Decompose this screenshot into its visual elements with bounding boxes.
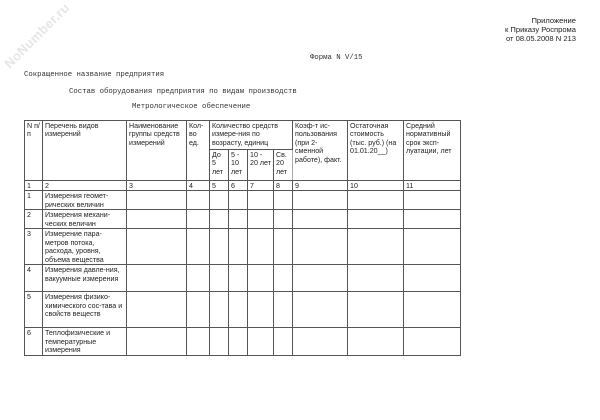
cell-age-over-20[interactable] [274,265,293,292]
row-number: 2 [25,210,43,229]
table-row [25,191,461,210]
cell-instrument-group[interactable] [127,191,187,210]
cell-quantity[interactable] [187,191,210,210]
appendix-line-2: к Приказу Роспрома [504,25,576,34]
cell-age-5-10[interactable] [229,328,248,355]
measurement-type: Измерения геомет-рических величин [43,191,127,210]
cell-usage-coef[interactable] [293,210,348,229]
watermark: NoNumber.ru [1,0,73,72]
cell-instrument-group[interactable] [127,292,187,328]
appendix-note [505,16,576,43]
header-usage-coef: Коэф-т ис-пользования (при 2-сменной работе), факт. [293,121,348,181]
cell-age-over-20[interactable] [274,328,293,355]
appendix-line-3: от 08.05.2008 N 213 [505,34,576,43]
header-age-group: Количество средств измере-ния по возрасту, единиц [210,121,293,150]
cell-usage-coef[interactable] [293,292,348,328]
row-number: 5 [25,292,43,328]
header-measurement-types: Перечень видов измерений [43,121,127,181]
cell-service-life[interactable] [404,210,461,229]
cell-quantity[interactable] [187,229,210,265]
column-number: 4 [187,181,210,191]
header-age-over-20: Св. 20 лет [274,150,293,181]
cell-age-5-10[interactable] [229,191,248,210]
measurement-type: Измерения физико-химического сос-тава и свойств веществ [43,292,127,328]
column-number: 10 [348,181,404,191]
column-number: 2 [43,181,127,191]
cell-quantity[interactable] [187,265,210,292]
form-number: Форма N V/15 [310,54,363,62]
cell-age-under-5[interactable] [210,265,229,292]
column-number: 8 [274,181,293,191]
cell-residual-value[interactable] [348,229,404,265]
table-row [25,265,461,292]
cell-age-under-5[interactable] [210,292,229,328]
cell-residual-value[interactable] [348,210,404,229]
table-row [25,292,461,328]
cell-instrument-group[interactable] [127,210,187,229]
table-row [25,328,461,355]
cell-usage-coef[interactable] [293,265,348,292]
cell-age-under-5[interactable] [210,210,229,229]
cell-usage-coef[interactable] [293,191,348,210]
column-number: 1 [25,181,43,191]
cell-service-life[interactable] [404,265,461,292]
cell-age-5-10[interactable] [229,210,248,229]
cell-residual-value[interactable] [348,191,404,210]
header-age-under-5: До 5 лет [210,150,229,181]
cell-service-life[interactable] [404,328,461,355]
cell-age-under-5[interactable] [210,191,229,210]
cell-age-under-5[interactable] [210,229,229,265]
cell-instrument-group[interactable] [127,229,187,265]
cell-service-life[interactable] [404,191,461,210]
cell-service-life[interactable] [404,229,461,265]
appendix-line-1: Приложение [531,16,576,25]
header-n: N п/п [25,121,43,181]
cell-residual-value[interactable] [348,328,404,355]
cell-usage-coef[interactable] [293,229,348,265]
row-number: 6 [25,328,43,355]
row-number: 3 [25,229,43,265]
cell-instrument-group[interactable] [127,328,187,355]
measurement-type: Измерения давле-ния, вакуумные измерения [43,265,127,292]
header-instrument-group: Наименование группы средств измерений [127,121,187,181]
cell-quantity[interactable] [187,292,210,328]
header-service-life: Средний нормативный срок эксп-луатации, лет [404,121,461,181]
column-number: 5 [210,181,229,191]
section-subtitle: Метрологическое обеспечение [132,103,251,111]
cell-residual-value[interactable] [348,292,404,328]
short-name-label: Сокращенное название предприятия [24,71,165,79]
equipment-table [24,120,461,356]
measurement-type: Измерения механи-ческих величин [43,210,127,229]
cell-quantity[interactable] [187,210,210,229]
cell-age-10-20[interactable] [248,229,274,265]
cell-instrument-group[interactable] [127,265,187,292]
header-row [25,121,461,150]
cell-age-5-10[interactable] [229,265,248,292]
table-row [25,210,461,229]
cell-age-over-20[interactable] [274,210,293,229]
cell-age-over-20[interactable] [274,229,293,265]
column-number-row [25,181,461,191]
cell-residual-value[interactable] [348,265,404,292]
cell-age-10-20[interactable] [248,265,274,292]
cell-service-life[interactable] [404,292,461,328]
row-number: 1 [25,191,43,210]
cell-quantity[interactable] [187,328,210,355]
column-number: 3 [127,181,187,191]
column-number: 11 [404,181,461,191]
measurement-type: Теплофизические и температурные измерения [43,328,127,355]
column-number: 6 [229,181,248,191]
cell-usage-coef[interactable] [293,328,348,355]
cell-age-over-20[interactable] [274,292,293,328]
measurement-type: Измерение пара-метров потока, расхода, уровня, объема вещества [43,229,127,265]
cell-age-10-20[interactable] [248,210,274,229]
cell-age-10-20[interactable] [248,191,274,210]
cell-age-5-10[interactable] [229,229,248,265]
header-residual-value: Остаточная стоимость (тыс. руб.) (на 01.01.20__) [348,121,404,181]
column-number: 9 [293,181,348,191]
cell-age-5-10[interactable] [229,292,248,328]
cell-age-over-20[interactable] [274,191,293,210]
table-row [25,229,461,265]
cell-age-10-20[interactable] [248,292,274,328]
cell-age-10-20[interactable] [248,328,274,355]
cell-age-under-5[interactable] [210,328,229,355]
column-number: 7 [248,181,274,191]
header-age-10-20: 10 - 20 лет [248,150,274,181]
header-quantity: Кол-во ед. [187,121,210,181]
header-age-5-10: 5 - 10 лет [229,150,248,181]
row-number: 4 [25,265,43,292]
composition-title: Состав оборудования предприятия по видам производств [69,88,297,96]
